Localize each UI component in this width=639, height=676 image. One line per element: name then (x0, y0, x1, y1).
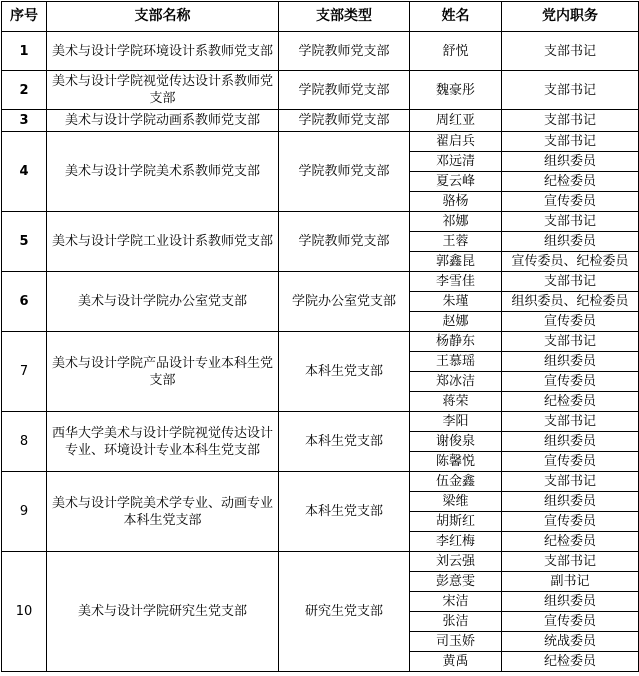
branch-type: 本科生党支部 (279, 412, 410, 472)
member-name: 黄禹 (410, 652, 502, 672)
member-role: 支部书记 (502, 332, 639, 352)
header-party-role: 党内职务 (502, 2, 639, 32)
member-role: 宣传委员 (502, 512, 639, 532)
member-name: 李红梅 (410, 532, 502, 552)
member-role: 宣传委员 (502, 452, 639, 472)
table-body (2, 32, 639, 672)
member-name: 邓远清 (410, 152, 502, 172)
branch-type: 学院教师党支部 (279, 110, 410, 132)
member-role: 支部书记 (502, 552, 639, 572)
member-role: 组织委员 (502, 232, 639, 252)
table-row (2, 132, 639, 152)
member-name: 朱瑾 (410, 292, 502, 312)
member-name: 王慕瑶 (410, 352, 502, 372)
header-member-name: 姓名 (410, 2, 502, 32)
branch-type: 学院教师党支部 (279, 212, 410, 272)
member-role: 支部书记 (502, 110, 639, 132)
member-role: 组织委员 (502, 152, 639, 172)
member-role: 支部书记 (502, 212, 639, 232)
member-name: 祁娜 (410, 212, 502, 232)
branch-name: 美术与设计学院视觉传达设计系教师党支部 (47, 71, 279, 110)
branch-index: 6 (2, 272, 47, 332)
member-name: 张洁 (410, 612, 502, 632)
party-branch-table (1, 1, 639, 672)
branch-type: 学院办公室党支部 (279, 272, 410, 332)
member-role: 宣传委员 (502, 612, 639, 632)
branch-type: 学院教师党支部 (279, 132, 410, 212)
member-name: 刘云强 (410, 552, 502, 572)
branch-index: 1 (2, 32, 47, 71)
member-role: 宣传委员 (502, 192, 639, 212)
branch-index: 3 (2, 110, 47, 132)
table-row (2, 552, 639, 572)
member-name: 陈馨悦 (410, 452, 502, 472)
branch-index: 7 (2, 332, 47, 412)
branch-name: 美术与设计学院办公室党支部 (47, 272, 279, 332)
table-row (2, 272, 639, 292)
member-name: 彭意雯 (410, 572, 502, 592)
table-row (2, 110, 639, 132)
member-name: 翟启兵 (410, 132, 502, 152)
member-role: 纪检委员 (502, 532, 639, 552)
member-role: 组织委员 (502, 432, 639, 452)
member-role: 宣传委员 (502, 372, 639, 392)
member-role: 支部书记 (502, 472, 639, 492)
member-role: 支部书记 (502, 132, 639, 152)
member-role: 组织委员 (502, 492, 639, 512)
member-role: 宣传委员 (502, 312, 639, 332)
member-role: 纪检委员 (502, 392, 639, 412)
member-name: 舒悦 (410, 32, 502, 71)
member-name: 夏云峰 (410, 172, 502, 192)
member-name: 王蓉 (410, 232, 502, 252)
branch-index: 5 (2, 212, 47, 272)
member-role: 支部书记 (502, 32, 639, 71)
member-name: 赵娜 (410, 312, 502, 332)
table-row (2, 71, 639, 110)
member-name: 李阳 (410, 412, 502, 432)
header-row (2, 2, 639, 32)
branch-name: 美术与设计学院美术学专业、动画专业本科生党支部 (47, 472, 279, 552)
member-role: 组织委员 (502, 592, 639, 612)
branch-type: 研究生党支部 (279, 552, 410, 672)
branch-name: 美术与设计学院研究生党支部 (47, 552, 279, 672)
table-row (2, 412, 639, 432)
member-name: 梁维 (410, 492, 502, 512)
member-name: 胡斯红 (410, 512, 502, 532)
member-name: 李雪佳 (410, 272, 502, 292)
branch-name: 美术与设计学院美术系教师党支部 (47, 132, 279, 212)
branch-type: 学院教师党支部 (279, 71, 410, 110)
member-role: 支部书记 (502, 412, 639, 432)
member-role: 统战委员 (502, 632, 639, 652)
branch-type: 本科生党支部 (279, 332, 410, 412)
branch-type: 本科生党支部 (279, 472, 410, 552)
branch-index: 9 (2, 472, 47, 552)
member-name: 伍金鑫 (410, 472, 502, 492)
member-role: 组织委员 (502, 352, 639, 372)
member-role: 组织委员、纪检委员 (502, 292, 639, 312)
member-name: 蒋荣 (410, 392, 502, 412)
member-name: 郭鑫昆 (410, 252, 502, 272)
member-role: 纪检委员 (502, 652, 639, 672)
member-name: 宋洁 (410, 592, 502, 612)
branch-index: 2 (2, 71, 47, 110)
table-row (2, 472, 639, 492)
table-row (2, 212, 639, 232)
member-name: 谢俊泉 (410, 432, 502, 452)
branch-index: 4 (2, 132, 47, 212)
member-name: 司玉娇 (410, 632, 502, 652)
branch-index: 10 (2, 552, 47, 672)
branch-name: 美术与设计学院动画系教师党支部 (47, 110, 279, 132)
member-name: 郑冰洁 (410, 372, 502, 392)
member-role: 支部书记 (502, 272, 639, 292)
header-branch-name: 支部名称 (47, 2, 279, 32)
branch-index: 8 (2, 412, 47, 472)
member-role: 副书记 (502, 572, 639, 592)
table-row (2, 32, 639, 71)
member-name: 骆杨 (410, 192, 502, 212)
member-role: 纪检委员 (502, 172, 639, 192)
branch-name: 西华大学美术与设计学院视觉传达设计专业、环境设计专业本科生党支部 (47, 412, 279, 472)
branch-name: 美术与设计学院工业设计系教师党支部 (47, 212, 279, 272)
header-index: 序号 (2, 2, 47, 32)
member-name: 魏豪彤 (410, 71, 502, 110)
member-name: 周红亚 (410, 110, 502, 132)
table-row (2, 332, 639, 352)
branch-type: 学院教师党支部 (279, 32, 410, 71)
branch-name: 美术与设计学院环境设计系教师党支部 (47, 32, 279, 71)
member-role: 宣传委员、纪检委员 (502, 252, 639, 272)
member-name: 杨静东 (410, 332, 502, 352)
branch-name: 美术与设计学院产品设计专业本科生党支部 (47, 332, 279, 412)
member-role: 支部书记 (502, 71, 639, 110)
header-branch-type: 支部类型 (279, 2, 410, 32)
